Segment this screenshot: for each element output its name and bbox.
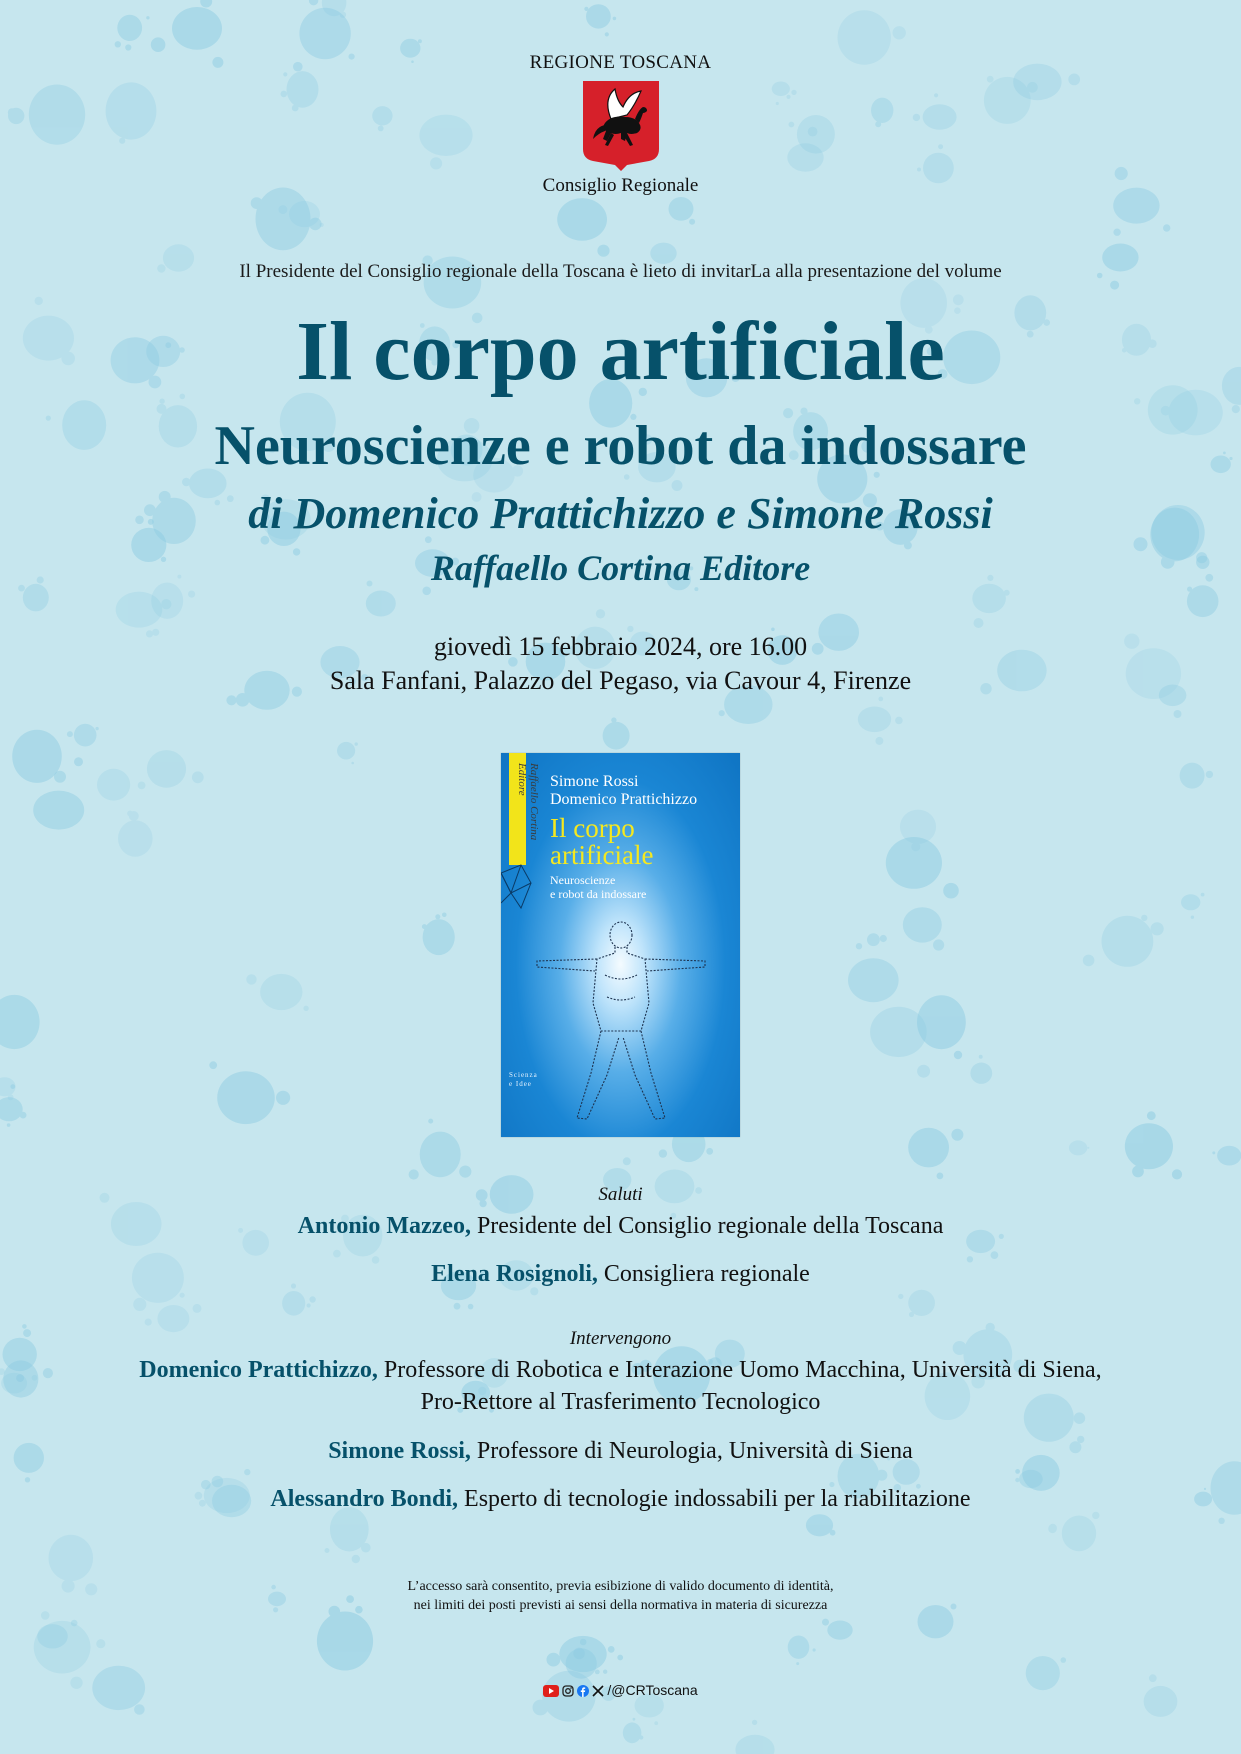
cover-title-line-2: artificiale — [550, 840, 654, 870]
cover-subtitle — [550, 873, 646, 901]
cover-author-1: Simone Rossi — [550, 773, 639, 790]
social-handle[interactable]: /@CRToscana — [607, 1682, 698, 1698]
notice-line-1: L’accesso sarà consentito, previa esibizione di valido documento di identità, — [407, 1579, 834, 1594]
instagram-icon[interactable] — [562, 1685, 574, 1697]
region-name: REGIONE TOSCANA — [529, 52, 712, 73]
speaker-role: Professore di Neurologia, Università di Siena — [470, 1438, 913, 1464]
access-notice — [0, 1577, 1241, 1615]
youtube-icon[interactable] — [543, 1685, 559, 1697]
greetings-label: Saluti — [598, 1184, 643, 1205]
cover-series — [509, 1071, 538, 1089]
invitation-text: Il Presidente del Consiglio regionale della Toscana è lieto di invitarLa alla presentazione del volume — [239, 261, 1002, 282]
speaker-name: Alessandro Bondi, — [270, 1486, 459, 1512]
notice-line-2: nei limiti dei posti previsti ai sensi della normativa in materia di sicurezza — [413, 1598, 828, 1613]
cover-series-line-1: Scienza — [509, 1071, 538, 1079]
event-venue: Sala Fanfani, Palazzo del Pegaso, via Cavour 4, Firenze — [329, 666, 912, 695]
book-authors: di Domenico Prattichizzo e Simone Rossi — [248, 489, 993, 538]
speaker-name: Elena Rosignoli, — [431, 1261, 598, 1287]
facebook-icon[interactable] — [577, 1685, 589, 1697]
speaker-name: Antonio Mazzeo, — [297, 1213, 471, 1239]
speaker-row — [0, 1354, 1241, 1418]
pegasus-crest-icon — [581, 79, 661, 171]
speaker-row — [0, 1258, 1241, 1290]
vitruvian-figure-icon — [531, 913, 711, 1123]
speaker-role: Consigliera regionale — [597, 1261, 810, 1287]
cover-subtitle-line-1: Neuroscienze — [550, 873, 616, 887]
talks-label: Intervengono — [569, 1328, 672, 1349]
council-name: Consiglio Regionale — [542, 175, 699, 196]
cover-spine-text: Raffaello Cortina Editore — [516, 763, 540, 841]
header — [0, 52, 1241, 197]
book-cover — [501, 753, 740, 1137]
speaker-name: Simone Rossi, — [328, 1438, 471, 1464]
speaker-row — [0, 1483, 1241, 1515]
speaker-role: Esperto di tecnologie indossabili per la riabilitazione — [458, 1486, 971, 1512]
speaker-row — [0, 1210, 1241, 1242]
cover-series-line-2: e Idee — [509, 1080, 532, 1088]
cover-title-line-1: Il corpo — [550, 813, 635, 843]
speaker-role-continued: Pro-Rettore al Trasferimento Tecnologico — [420, 1389, 821, 1415]
cover-author-2: Domenico Prattichizzo — [550, 791, 698, 808]
cover-authors — [550, 773, 697, 809]
speaker-role: Presidente del Consiglio regionale della Toscana — [470, 1213, 944, 1239]
speaker-role: Professore di Robotica e Interazione Uomo Macchina, Università di Siena, — [377, 1357, 1102, 1383]
speaker-row — [0, 1435, 1241, 1467]
x-icon[interactable] — [592, 1685, 604, 1697]
cover-title — [550, 815, 653, 869]
speaker-name: Domenico Prattichizzo, — [139, 1357, 378, 1383]
book-title: Il corpo artificiale — [296, 305, 945, 398]
cover-spine — [509, 753, 540, 865]
book-subtitle: Neuroscienze e robot da indossare — [214, 415, 1027, 477]
cover-subtitle-line-2: e robot da indossare — [550, 887, 647, 901]
book-publisher: Raffaello Cortina Editore — [430, 548, 811, 588]
event-date-time: giovedì 15 febbraio 2024, ore 16.00 — [433, 632, 808, 661]
social-links — [0, 1682, 1241, 1698]
